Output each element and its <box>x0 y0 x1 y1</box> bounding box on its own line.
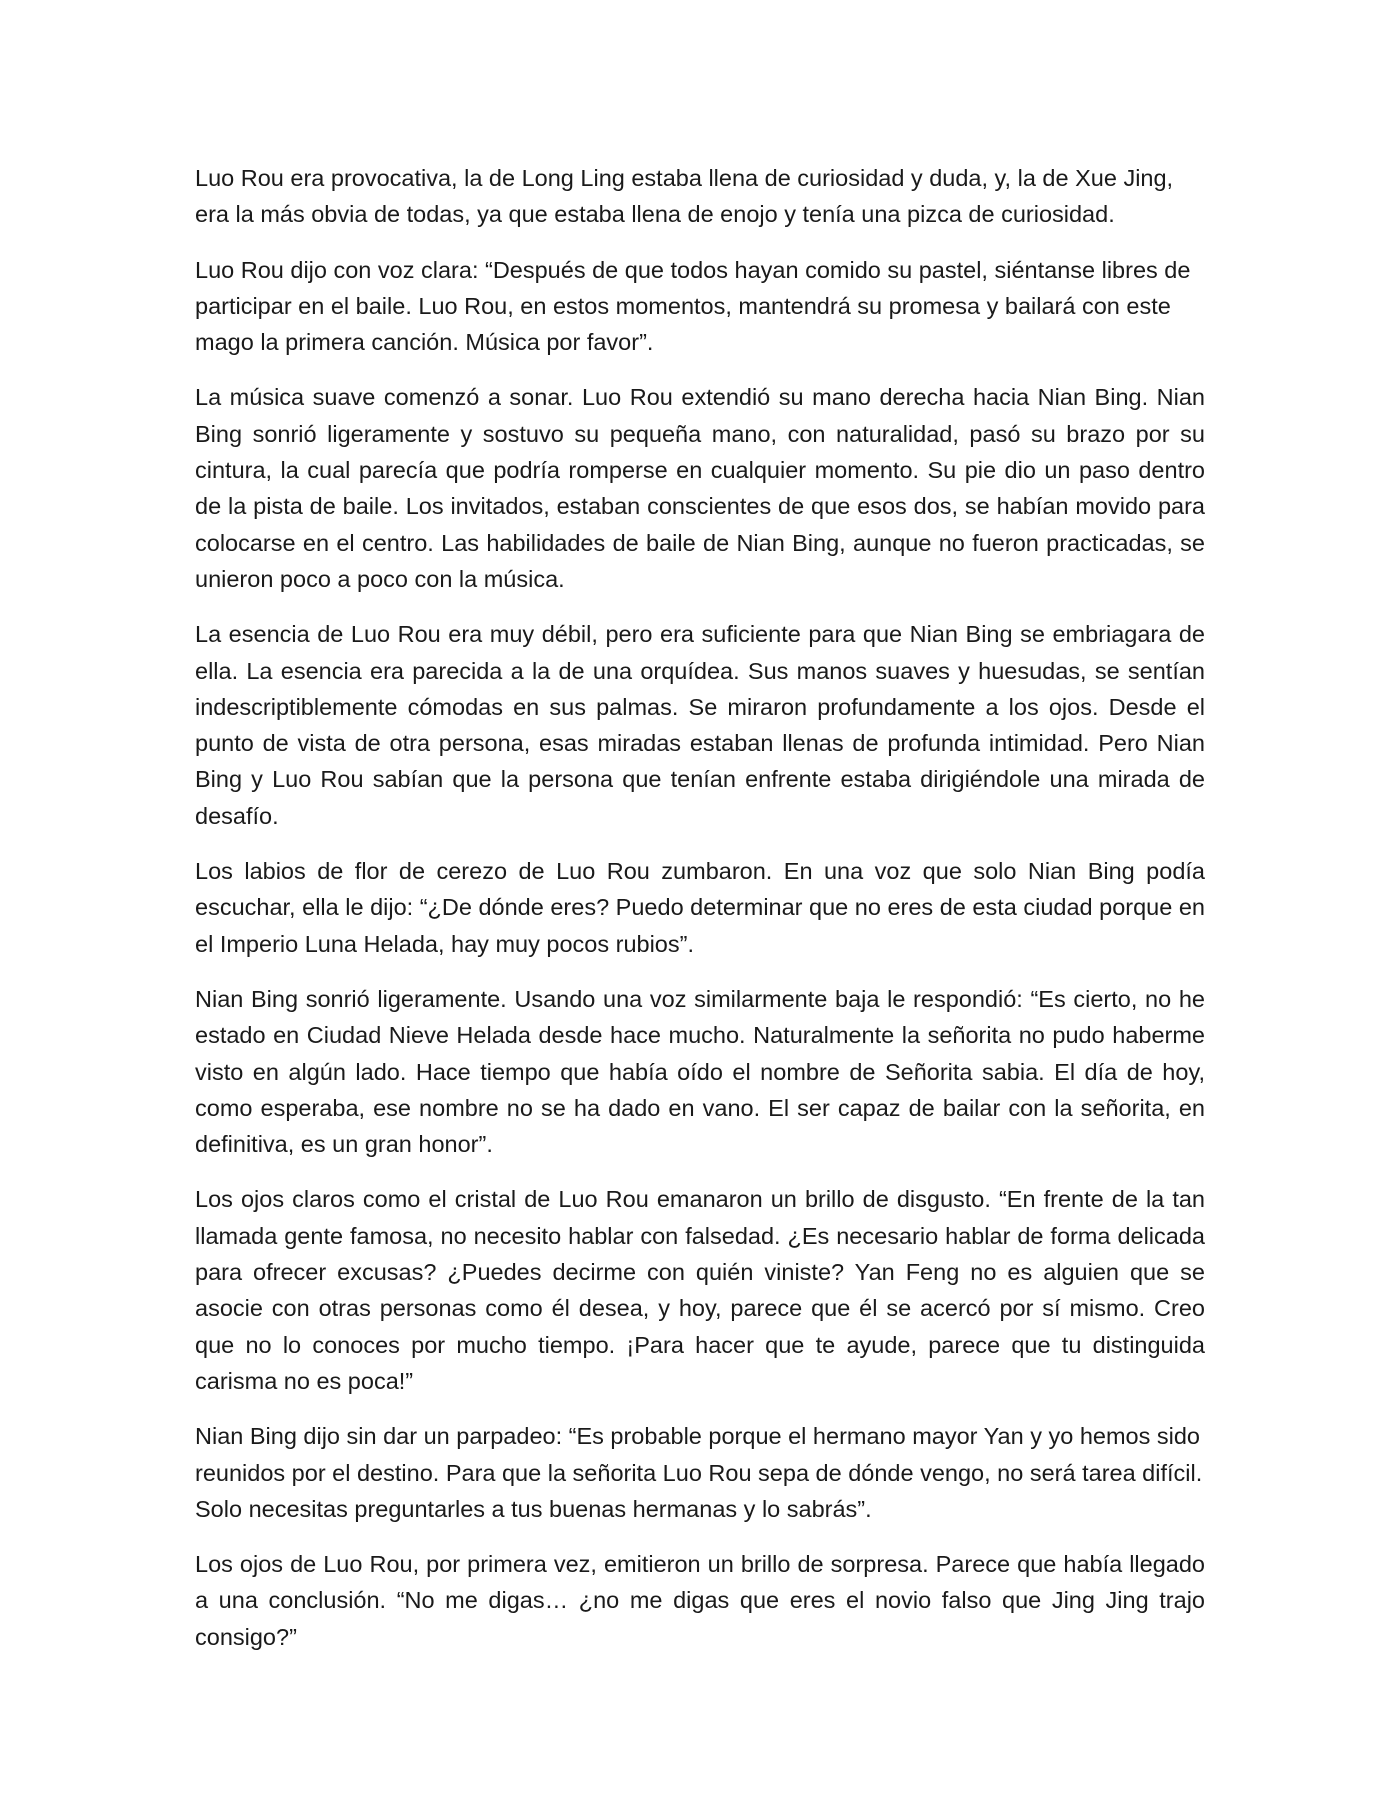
paragraph: Nian Bing sonrió ligeramente. Usando una voz similarmente baja le respondió: “Es cierto, no he estado en Ciudad Nieve Helada desde hace mucho. Naturalmente la señorita no pudo haberme visto en algún lado. Hace tiempo que había oído el nombre de Señorita sabia. El día de hoy, como esperaba, ese nombre no se ha dado en vano. El ser capaz de bailar con la señorita, en definitiva, es un gran honor”. <box>195 985 1205 1158</box>
paragraph: Los ojos de Luo Rou, por primera vez, emitieron un brillo de sorpresa. Parece que había llegado a una conclusión. “No me digas… ¿no me digas que eres el novio falso que Jing Jing trajo consigo?” <box>195 1551 1205 1650</box>
paragraph: Los ojos claros como el cristal de Luo Rou emanaron un brillo de disgusto. “En frente de la tan llamada gente famosa, no necesito hablar con falsedad. ¿Es necesario hablar de forma delicada para ofrecer excusas? ¿Puedes decirme con quién viniste? Yan Feng no es alguien que se asocie con otras personas como él desea, y hoy, parece que él se acercó por sí mismo. Creo que no lo conoces por mucho tiempo. ¡Para hacer que te ayude, parece que tu distinguida carisma no es poca!” <box>195 1186 1205 1394</box>
paragraph: La música suave comenzó a sonar. Luo Rou extendió su mano derecha hacia Nian Bing. Nian Bing sonrió ligeramente y sostuvo su pequeña mano, con naturalidad, pasó su brazo por su cintura, la cual parecía que podría romperse en cualquier momento. Su pie dio un paso dentro de la pista de baile. Los invitados, estaban conscientes de que esos dos, se habían movido para colocarse en el centro. Las habilidades de baile de Nian Bing, aunque no fueron practicadas, se unieron poco a poco con la música. <box>195 384 1205 592</box>
paragraph: Luo Rou dijo con voz clara: “Después de que todos hayan comido su pastel, siéntanse libres de participar en el baile. Luo Rou, en estos momentos, mantendrá su promesa y bailará con este mago la primera canción. Música por favor”. <box>195 256 1191 356</box>
paragraph: Nian Bing dijo sin dar un parpadeo: “Es probable porque el hermano mayor Yan y yo hemos sido reunidos por el destino. Para que la señorita Luo Rou sepa de dónde vengo, no será tarea difícil. Solo necesitas preguntarles a tus buenas hermanas y lo sabrás”. <box>195 1423 1203 1522</box>
paragraph: Luo Rou era provocativa, la de Long Ling estaba llena de curiosidad y duda, y, la de Xue Jing, era la más obvia de todas, ya que estaba llena de enojo y tenía una pizca de curiosidad. <box>195 165 1174 228</box>
paragraph: La esencia de Luo Rou era muy débil, pero era suficiente para que Nian Bing se embriagara de ella. La esencia era parecida a la de una orquídea. Sus manos suaves y huesudas, se sentían indescriptiblemente cómodas en sus palmas. Se miraron profundamente a los ojos. Desde el punto de vista de otra persona, esas miradas estaban llenas de profunda intimidad. Pero Nian Bing y Luo Rou sabían que la persona que tenían enfrente estaba dirigiéndole una mirada de desafío. <box>195 621 1205 829</box>
paragraph: Los labios de flor de cerezo de Luo Rou zumbaron. En una voz que solo Nian Bing podía escuchar, ella le dijo: “¿De dónde eres? Puedo determinar que no eres de esta ciudad porque en el Imperio Luna Helada, hay muy pocos rubios”. <box>195 858 1205 957</box>
document-page <box>195 160 1205 1674</box>
